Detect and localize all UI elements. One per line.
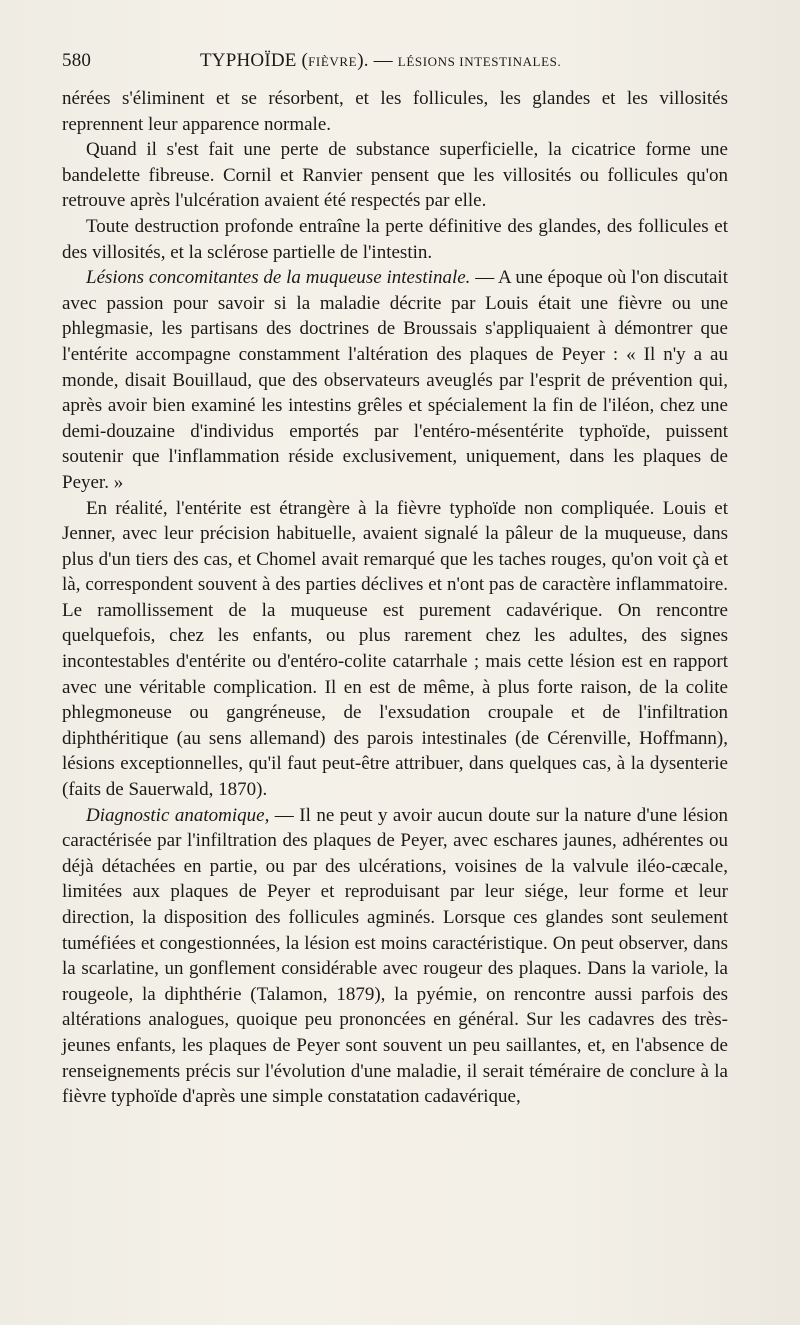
page-number: 580 [62,50,92,71]
title-separator: — [368,50,398,71]
section-heading: Diagnostic anatomique, [86,804,270,826]
paragraph-text: — A une époque où l'on discutait avec passion pour savoir si la maladie décrite par Louis était une fièvre ou une phlegmasie, les partisans des doctrines de Broussais s'appliquaient à démontrer que l'entérite accompagne constamment l'altération des plaques de Peyer : « Il n'y a au monde, disait Bouillaud, que des observateurs aveuglés par l'esprit de prévention qui, après avoir bien examiné les intestins grêles et spécialement la fin de l'iléon, chez une demi-douzaine d'individus emportés par l'entéro-mésentérite typhoïde, puissent soutenir que l'inflammation réside exclusivement, uniquement, dans les plaques de Peyer. » [62,267,728,493]
paragraph-1 [62,86,728,137]
running-header [62,46,728,78]
title-close: ). [357,50,369,71]
paragraph-2 [62,137,728,214]
paragraph-text: Quand il s'est fait une perte de substance superficielle, la cicatrice forme une bandelette fibreuse. Cornil et Ranvier pensent que les villosités ou follicules qu'on retrouve après l'ulcération avaient été respectés par elle. [62,139,728,212]
section-title-small: LÉSIONS INTESTINALES. [397,54,562,69]
paragraph-text: En réalité, l'entérite est étrangère à la fièvre typhoïde non compliquée. Louis et Jenner, avec leur précision habituelle, avaient signalé la pâleur de la muqueuse, dans plus d'un tiers des cas, et Chomel avait remarqué que les taches rouges, qu'on voit çà et là, correspondent souvent à des parties déclives et n'ont pas de caractère inflammatoire. Le ramollissement de la muqueuse est purement cadavérique. On rencontre quelquefois, chez les enfants, ou plus rarement chez les adultes, des signes incontestables d'entérite ou d'entéro-colite catarrhale ; mais cette lésion est en rapport avec une véritable complication. Il en est de même, à plus forte raison, de la colite phlegmoneuse ou gangréneuse, de l'exsudation croupale et de l'infiltration diphthéritique (au sens allemand) des parois intestinales (de Cérenville, Hoffmann), lésions exceptionnelles, qu'il faut peut-être attribuer, dans quelques cas, à la dysenterie (faits de Sauerwald, 1870). [62,497,728,801]
paragraph-text: — Il ne peut y avoir aucun doute sur la nature d'une lésion caractérisée par l'infiltration des plaques de Peyer, avec eschares jaunes, adhérentes ou déjà détachées en partie, ou par des ulcérations, voisines de la valvule iléo-cæcale, limitées aux plaques de Peyer et reproduisant par leur siége, leur forme et leur direction, la disposition des follicules agminés. Lorsque ces glandes sont seulement tuméfiées et congestionnées, la lésion est moins caractéristique. On peut observer, dans la scarlatine, un gonflement considérable avec rougeur des plaques. Dans la variole, la rougeole, la diphthérie (Talamon, 1879), la pyémie, on rencontre aussi parfois des altérations analogues, quoique peu prononcées en général. Sur les cadavres des très-jeunes enfants, les plaques de Peyer sont souvent un peu saillantes, et, en l'absence de renseignements précis sur l'évolution d'une maladie, il serait téméraire de conclure à la fièvre typhoïde d'après une simple constatation cadavérique, [62,804,728,1108]
paragraph-text: nérées s'éliminent et se résorbent, et les follicules, les glandes et les villosités reprennent leur apparence normale. [62,88,728,135]
section-heading: Lésions concomitantes de la muqueuse intestinale. [86,267,471,289]
title-main: TYPHOÏDE ( [200,50,309,71]
title-small: FIÈVRE [308,54,358,69]
page-body [62,86,728,1110]
running-title [200,50,561,72]
paragraph-4 [62,265,728,495]
paragraph-5 [62,496,728,803]
paragraph-text: Toute destruction profonde entraîne la perte définitive des glandes, des follicules et des villosités, et la sclérose partielle de l'intestin. [62,215,728,263]
paragraph-6 [62,803,728,1110]
paragraph-3 [62,214,728,265]
